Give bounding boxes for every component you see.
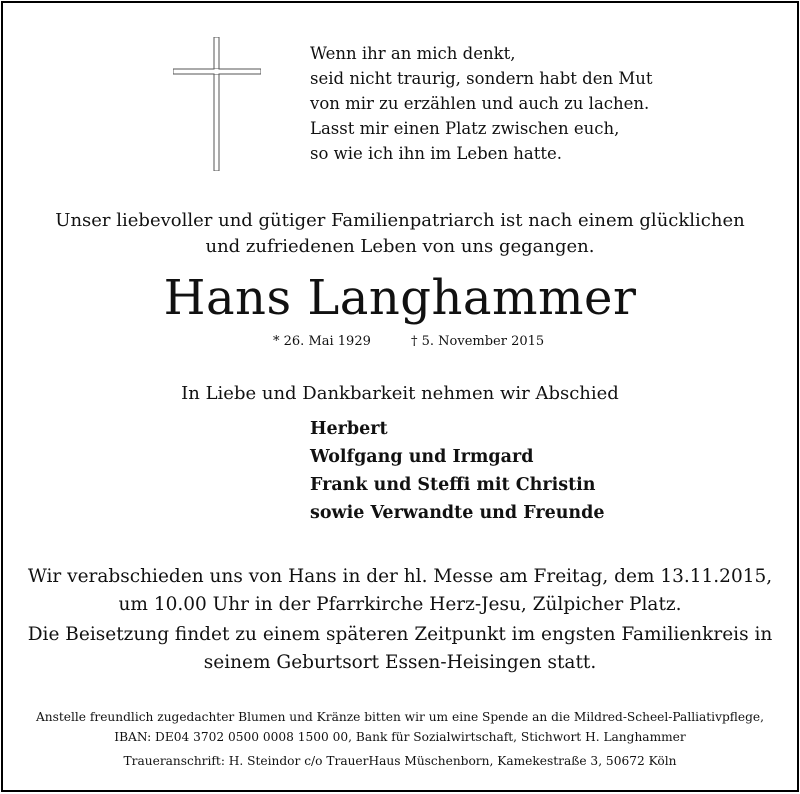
death-date: † 5. November 2015: [411, 334, 545, 349]
poem-line: von mir zu erzählen und auch zu lachen.: [310, 94, 650, 113]
service-line: um 10.00 Uhr in der Pfarrkirche Herz-Jesu, Zülpicher Platz.: [118, 594, 682, 615]
funeral-service-info: [3, 563, 797, 619]
mourner: Frank und Steffi mit Christin: [310, 475, 596, 495]
deceased-name: Hans Langhammer: [163, 270, 637, 326]
bank-details: IBAN: DE04 3702 0500 0008 1500 00, Bank für Sozialwirtschaft, Stichwort H. Langhammer: [114, 730, 686, 744]
poem-line: seid nicht traurig, sondern habt den Mut: [310, 69, 653, 88]
poem: [310, 41, 730, 166]
obituary-notice: [1, 1, 799, 792]
intro-line: und zufriedenen Leben von uns gegangen.: [205, 236, 595, 257]
footer: [3, 707, 797, 771]
mourner: Wolfgang und Irmgard: [310, 447, 534, 467]
mourners-list: [310, 415, 605, 527]
latin-cross-icon: [173, 37, 261, 171]
burial-line: Die Beisetzung findet zu einem späteren Zeitpunkt im engsten Familienkreis in: [27, 624, 773, 645]
poem-line: so wie ich ihn im Leben hatte.: [310, 144, 563, 163]
mourner: sowie Verwandte und Freunde: [310, 503, 605, 523]
birth-date: * 26. Mai 1929: [273, 334, 371, 349]
poem-line: Lasst mir einen Platz zwischen euch,: [310, 119, 620, 138]
intro-line: Unser liebevoller und gütiger Familienpatriarch ist nach einem glücklichen: [55, 210, 745, 231]
poem-line: Wenn ihr an mich denkt,: [310, 44, 516, 63]
burial-info: [3, 621, 797, 677]
donation-request: Anstelle freundlich zugedachter Blumen und Kränze bitten wir um eine Spende an die Mildred-Scheel-Palliativpflege,: [35, 710, 764, 724]
burial-line: seinem Geburtsort Essen-Heisingen statt.: [203, 652, 597, 673]
service-line: Wir verabschieden uns von Hans in der hl. Messe am Freitag, dem 13.11.2015,: [27, 566, 773, 587]
mourning-address: Traueranschrift: H. Steindor c/o TrauerHaus Müschenborn, Kamekestraße 3, 50672 Köln: [123, 754, 677, 768]
mourner: Herbert: [310, 419, 388, 439]
farewell-line: In Liebe und Dankbarkeit nehmen wir Abschied: [181, 383, 619, 404]
intro-text: [3, 208, 797, 260]
